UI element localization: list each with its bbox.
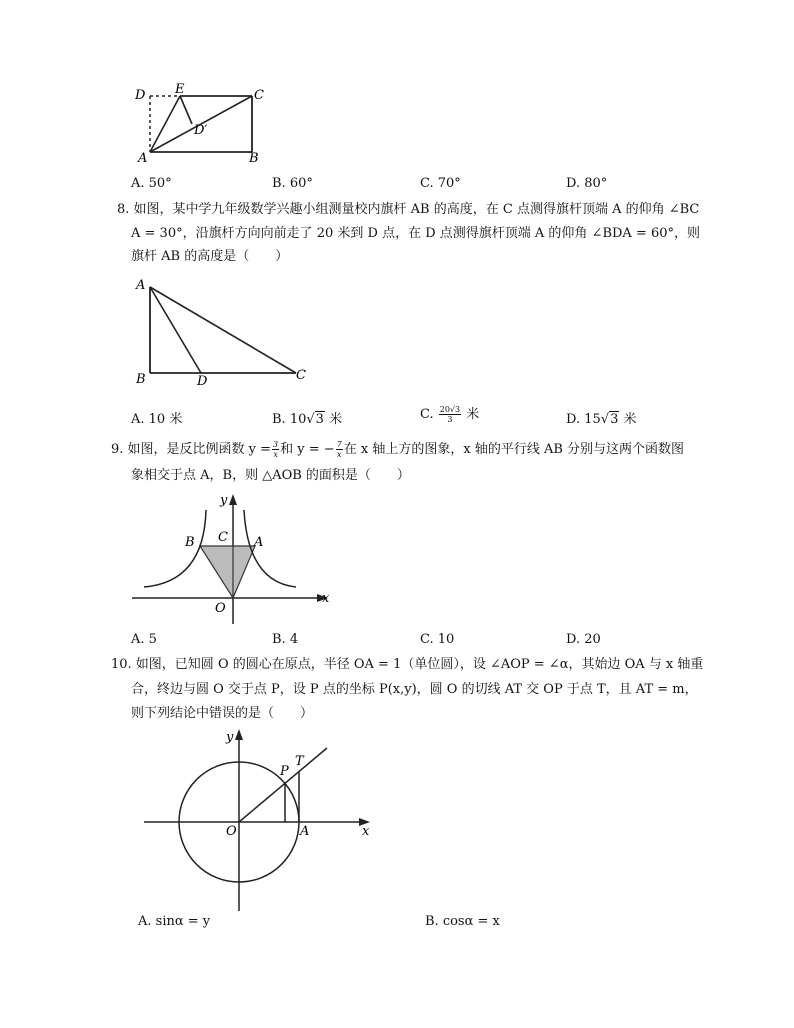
label-B: B [185,535,195,550]
q8-option-d[interactable]: D. 15√3 米 [566,412,637,427]
label-O: O [226,824,237,839]
label-E: E [175,82,185,97]
q9-fraction-2-numerator: 7 [336,440,342,449]
label-A: A [138,151,148,166]
q7-option-b[interactable]: B. 60° [272,176,313,191]
q8-text-line3: 旗杆 AB 的高度是（ ） [131,249,289,264]
label-B: B [249,151,259,166]
figure-inverse-functions [130,490,340,630]
label-x: x [322,591,330,606]
q8-text-line2: A = 30°，沿旗杆方向向前走了 20 米到 D 点，在 D 点测得旗杆顶端 A 的仰角 ∠BDA = 60°，则 [131,226,701,241]
figure-flagpole [130,275,320,390]
q8-text-line1: 8. 如图，某中学九年级数学兴趣小组测量校内旗杆 AB 的高度，在 C 点测得旗杆顶端 A 的仰角 ∠BC [117,202,700,217]
q9-fraction-2 [336,440,343,459]
q7-option-c[interactable]: C. 70° [420,176,461,191]
label-A: A [254,535,264,550]
label-C: C [254,88,264,103]
q10-option-a[interactable]: A. sinα = y [138,914,211,929]
q9-text-line2: 象相交于点 A，B，则 △AOB 的面积是（ ） [131,468,410,483]
label-D: D [197,374,208,389]
q8-option-c-prefix: C. [420,407,438,422]
q8-option-a[interactable]: A. 10 米 [131,412,183,427]
q9-text-part-c: 在 x 轴上方的图象，x 轴的平行线 AB 分别与这两个函数图 [343,442,685,457]
q8-option-c-unit: 米 [462,407,480,422]
q8-option-c[interactable] [420,403,479,424]
q9-option-d[interactable]: D. 20 [566,632,601,647]
label-P: P [280,764,289,779]
q9-text-part-a: 9. 如图，是反比例函数 y = [111,442,272,457]
q9-fraction-2-denominator: x [336,450,342,459]
label-y: y [226,730,234,745]
q8-option-c-denominator: 3 [447,415,453,424]
label-O: O [215,601,226,616]
label-T: T [295,754,304,769]
q7-option-a[interactable]: A. 50° [131,176,172,191]
label-A: A [136,278,146,293]
q8-option-b-radicand: 3 [315,412,324,427]
label-D: D [135,88,146,103]
q9-text-line1 [111,437,684,463]
label-C: C [296,368,306,383]
q9-fraction-1-denominator: x [273,450,278,459]
label-A: A [300,824,310,839]
label-D-prime: D′ [194,123,208,138]
q10-text-line2: 合，终边与圆 O 交于点 P，设 P 点的坐标 P(x,y)，圆 O 的切线 AT 交 OP 于点 T，且 AT = m， [131,682,698,697]
q8-option-d-prefix: D. 15 [566,412,601,427]
q7-option-d[interactable]: D. 80° [566,176,608,191]
q8-option-b-unit: 米 [324,412,343,427]
label-x: x [362,824,370,839]
q10-text-line1: 10. 如图，已知圆 O 的圆心在原点，半径 OA = 1（单位圆），设 ∠AOP = ∠α，其始边 OA 与 x 轴重 [111,657,704,672]
q8-option-d-radicand: 3 [610,412,619,427]
figure-rectangle-fold [130,80,290,170]
q8-option-c-numerator: 20√3 [439,405,461,414]
q9-text-part-b: 和 y = − [280,442,335,457]
label-B: B [136,372,146,387]
q8-option-d-unit: 米 [619,412,637,427]
label-y: y [220,493,228,508]
figure-unit-circle [140,725,380,915]
q9-fraction-1 [272,440,279,459]
label-C: C [218,530,228,545]
q9-option-c[interactable]: C. 10 [420,632,455,647]
q8-option-b[interactable]: B. 10√3 米 [272,412,343,427]
q9-option-a[interactable]: A. 5 [131,632,157,647]
q8-option-b-prefix: B. 10 [272,412,307,427]
q10-option-b[interactable]: B. cosα = x [425,914,500,929]
q10-text-line3: 则下列结论中错误的是（ ） [131,706,314,721]
q8-option-c-fraction [439,405,461,424]
q9-option-b[interactable]: B. 4 [272,632,299,647]
q9-fraction-1-numerator: 3 [273,440,279,449]
